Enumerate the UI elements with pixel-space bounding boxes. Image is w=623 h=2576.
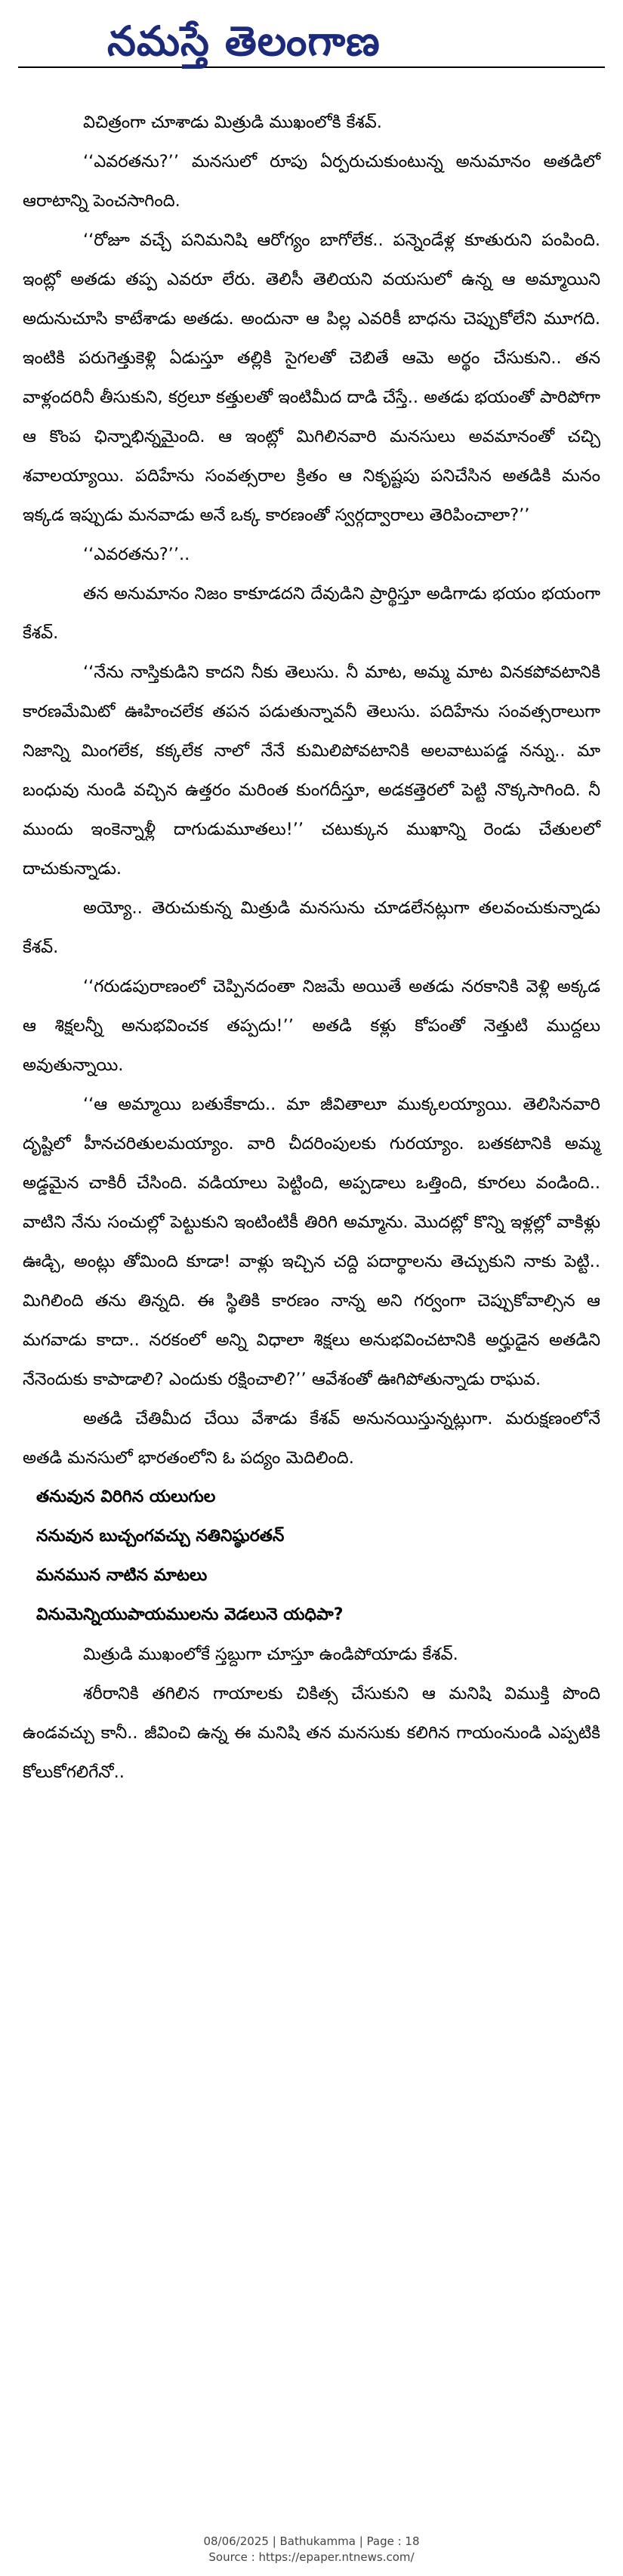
footer-source-link[interactable]: Source : https://epaper.ntnews.com/: [208, 2550, 415, 2564]
article-paragraph: ‘‘గరుడపురాణంలో చెప్పినదంతా నిజమే అయితే అతడు నరకానికి వెళ్లి అక్కడ ఆ శిక్షలన్నీ అనుభవించక తప్పదు!’’ అతడి కళ్లు కోపంతో నెత్తుటి ముద్దలు అవుతున్నాయి.: [23, 977, 600, 1075]
page-footer: [0, 2534, 623, 2565]
poem-line: తనువున విరిగిన యలుగుల: [36, 1487, 216, 1506]
masthead-title: నమస్తే తెలంగాణ: [107, 17, 381, 65]
article-paragraph: ‘‘ఎవరతను?’’ మనసులో రూపు ఏర్పరుచుకుంటున్న అనుమానం అతడిలో ఆరాటాన్ని పెంచసాగింది.: [23, 152, 600, 211]
article-paragraph: ‘‘ఎవరతను?’’..: [83, 545, 190, 564]
article-paragraph: అయ్యో.. తెరుచుకున్న మిత్రుడి మనసును చూడలేనట్లుగా తలవంచుకున్నాడు కేశవ్.: [23, 898, 600, 957]
poem-line: మనమున నాటిన మాటలు: [36, 1566, 208, 1585]
closing-paragraph: శరీరానికి తగిలిన గాయాలకు చికిత్స చేసుకుని ఆ మనిషి విముక్తి పొంది ఉండవచ్చు కానీ.. జీవించి ఉన్న ఈ మనిషి తన మనసుకు కలిగిన గాయంనుండి ఎప్పటికి కోలుకోగలిగేనో..: [23, 1684, 600, 1782]
poem-line: ననువున బుచ్చంగవచ్చు నతినిష్ఠురతన్: [36, 1527, 285, 1546]
article-paragraph: విచిత్రంగా చూశాడు మిత్రుడి ముఖంలోకి కేశవ్.: [83, 113, 382, 132]
article-paragraph: ‘‘ఆ అమ్మాయి బతుకేకాదు.. మా జీవితాలూ ముక్కలయ్యాయి. తెలిసినవారి దృష్టిలో హీనచరితులమయ్యాం. వారి చీదరింపులకు గురయ్యాం. బతకటానికి అమ్మ అడ్డమైన చాకిరీ చేసింది. వడియాలు పెట్టింది, అప్పడాలు ఒత్తింది, కూరలు వండింది.. వాటిని నేను సంచుల్లో పెట్టుకుని ఇంటింటికీ తిరిగి అమ్మాను. మొదట్లో కొన్ని ఇళ్లల్లో వాకిళ్లు ఊడ్చి, అంట్లు తోమింది కూడా! వాళ్లు ఇచ్చిన చద్ది పదార్థాలను తెచ్చుకుని నాకు పెట్టి.. మిగిలింది తను తిన్నది. ఈ స్థితికి కారణం నాన్న అని గర్వంగా చెప్పుకోవాల్సిన ఆ మగవాడు కాదా.. నరకంలో అన్ని విధాలా శిక్షలు అనుభవించటానికి అర్హుడైన అతడిని నేనెందుకు కాపాడాలి? ఎందుకు రక్షించాలి?’’ ఆవేశంతో ఊగిపోతున్నాడు రాఘవ.: [23, 1095, 600, 1389]
article-paragraph: ‘‘నేను నాస్తికుడిని కాదని నీకు తెలుసు. నీ మాట, అమ్మ మాట వినకపోవటానికి కారణమేమిటో ఊహించలేక తపన పడుతున్నావనీ తెలుసు. పదిహేను సంవత్సరాలుగా నిజాన్ని మింగలేక, కక్కలేక నాలో నేనే కుమిలిపోవటానికి అలవాటుపడ్డ నన్ను.. మా బంధువు నుండి వచ్చిన ఉత్తరం మరింత కుంగదీస్తూ, అడకత్తెరలో పెట్టి నొక్కసాగింది. నీ ముందు ఇంకెన్నాళ్లీ దాగుడుమూతలు!’’ చటుక్కున ముఖాన్ని రెండు చేతులలో దాచుకున్నాడు.: [23, 663, 600, 879]
article-paragraph: తన అనుమానం నిజం కాకూడదని దేవుడిని ప్రార్థిస్తూ అడిగాడు భయం భయంగా కేశవ్.: [23, 584, 600, 643]
footer-edition-info: 08/06/2025 | Bathukamma | Page : 18: [203, 2534, 420, 2548]
article-paragraph: అతడి చేతిమీద చేయి వేశాడు కేశవ్ అనునయిస్తున్నట్లుగా. మరుక్షణంలోనే అతడి మనసులో భారతంలోని ఓ పద్యం మెదిలింది.: [23, 1409, 600, 1468]
article-body: [0, 66, 623, 2537]
article-paragraph: ‘‘రోజూ వచ్చే పనిమనిషి ఆరోగ్యం బాగోలేక.. పన్నెండేళ్ల కూతురుని పంపింది. ఇంట్లో అతడు తప్ప ఎవరూ లేరు. తెలిసీ తెలియని వయసులో ఉన్న ఆ అమ్మాయిని అదునుచూసి కాటేశాడు అతడు. అందునా ఆ పిల్ల ఎవరికీ బాధను చెప్పుకోలేని మూగది. ఇంటికి పరుగెత్తుకెళ్లి ఏడుస్తూ తల్లికి సైగలతో చెబితే ఆమె అర్థం చేసుకుని.. తన వాళ్లందరినీ తీసుకుని, కర్రలూ కత్తులతో ఇంటిమీద దాడి చేస్తే.. అతడు భయంతో పారిపోగా ఆ కొంప ఛిన్నాభిన్నమైంది. ఆ ఇంట్లో మిగిలినవారి మనసులు అవమానంతో చచ్చి శవాలయ్యాయి. పదిహేను సంవత్సరాల క్రితం ఆ నికృష్టపు పనిచేసిన అతడికి మనం ఇక్కడ ఇప్పుడు మనవాడు అనే ఒక్క కారణంతో స్వర్గద్వారాలు తెరిపించాలా?’’: [23, 230, 600, 525]
masthead-bar: [18, 0, 605, 68]
poem-line: వినుమెన్నియుపాయములను వెడలునె యధిపా?: [36, 1605, 344, 1624]
closing-paragraph: మిత్రుడి ముఖంలోకే స్తబ్దుగా చూస్తూ ఉండిపోయాడు కేశవ్.: [83, 1645, 458, 1664]
